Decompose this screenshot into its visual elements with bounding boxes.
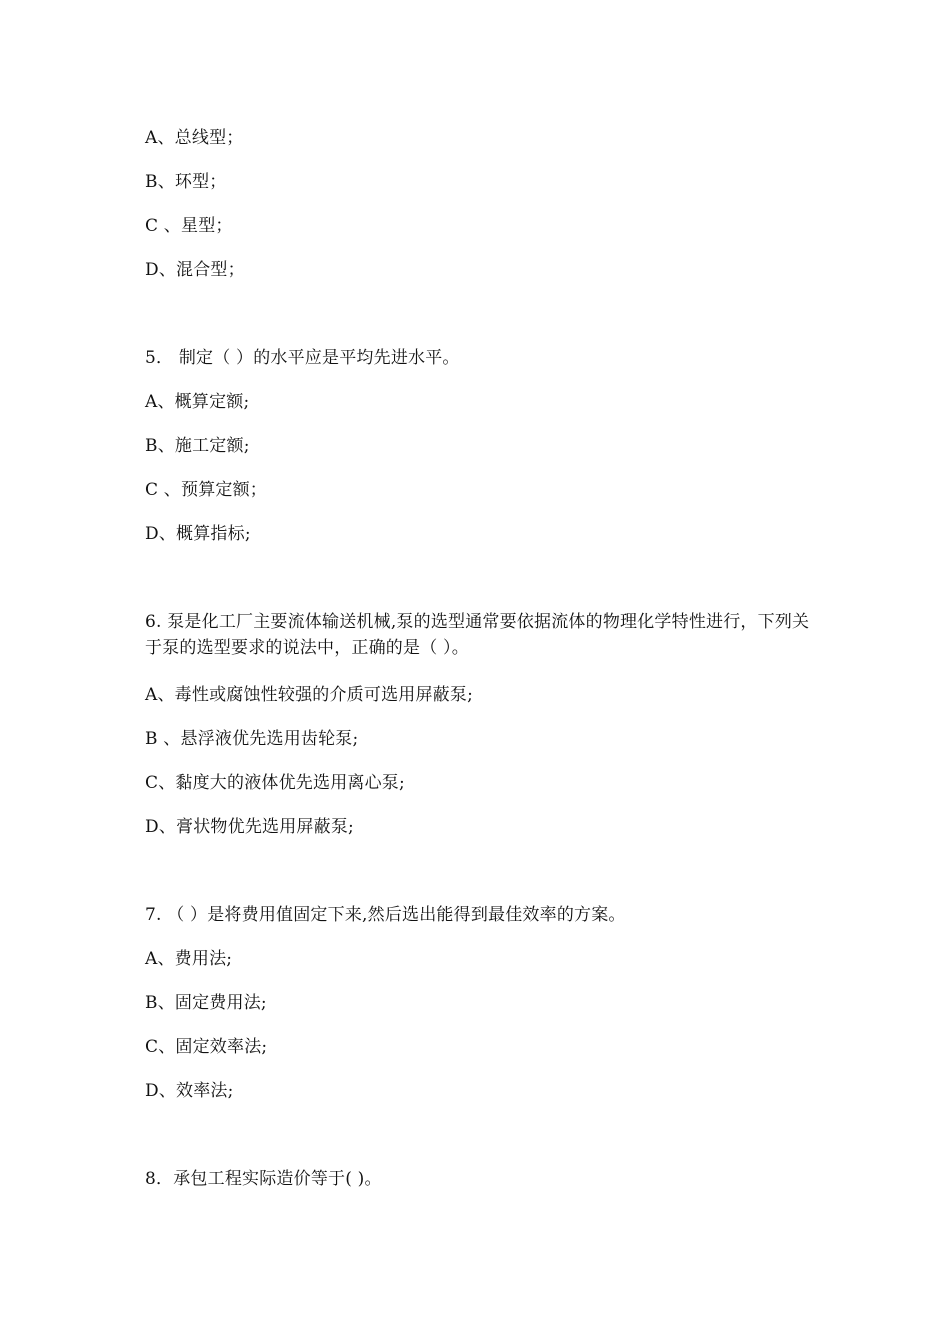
q7-option-a: A、费用法; (145, 949, 233, 969)
q7-option-d: D、效率法; (145, 1081, 234, 1101)
q4-option-d: D、混合型； (145, 260, 245, 280)
q6-option-c: C、黏度大的液体优先选用离心泵; (145, 773, 405, 793)
q6-option-b: B 、悬浮液优先选用齿轮泵; (145, 729, 359, 749)
q5-option-b: B、施工定额; (145, 436, 250, 456)
q4-option-b: B、环型； (145, 172, 227, 192)
q8-question: 8．承包工程实际造价等于( )。 (145, 1169, 382, 1189)
q5-option-d: D、概算指标; (145, 524, 251, 544)
q6-option-a: A、毒性或腐蚀性较强的介质可选用屏蔽泵; (145, 685, 474, 705)
q4-option-a: A、总线型； (145, 128, 244, 148)
q4-option-c: C 、星型； (145, 216, 233, 236)
q6-option-d: D、膏状物优先选用屏蔽泵; (145, 817, 354, 837)
q7-option-c: C、固定效率法; (145, 1037, 268, 1057)
q6-question: 6. 泵是化工厂主要流体输送机械,泵的选型通常要依据流体的物理化学特性进行，下列关于泵的选型要求的说法中，正确的是（ ）。 (145, 612, 810, 658)
q7-question: 7. （ ）是将费用值固定下来,然后选出能得到最佳效率的方案。 (145, 905, 626, 925)
q7-option-b: B、固定费用法; (145, 993, 267, 1013)
q5-option-c: C 、预算定额； (145, 480, 268, 500)
q5-option-a: A、概算定额; (145, 392, 250, 412)
q5-question: 5． 制定（ ）的水平应是平均先进水平。 (145, 348, 460, 368)
